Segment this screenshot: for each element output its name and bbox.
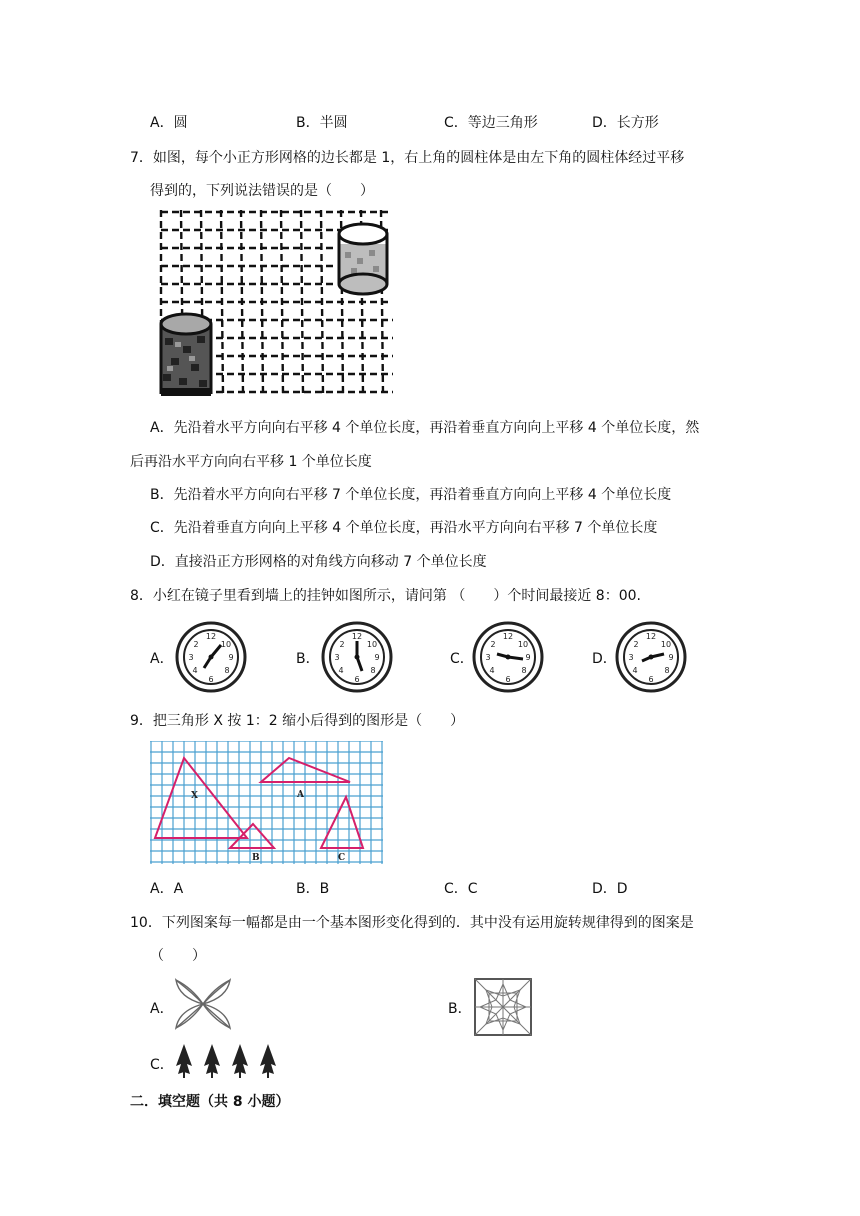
q7-stem-line1: 7．如图，每个小正方形网格的边长都是 1，右上角的圆柱体是由左下角的圆柱体经过平移 xyxy=(130,150,685,166)
label-b: B xyxy=(252,853,260,863)
q9-grid-figure xyxy=(150,741,383,864)
q7-stem-line2: 得到的，下列说法错误的是（ ） xyxy=(150,183,374,199)
q10-option-c-label: C． xyxy=(150,1057,174,1073)
clock-a-numeral-8: 8 xyxy=(224,666,230,675)
clock-b-numeral-3: 3 xyxy=(334,653,340,662)
clock-a-numeral-12: 12 xyxy=(205,632,217,641)
clock-a xyxy=(174,621,248,693)
clock-b-numeral-10: 10 xyxy=(366,640,378,649)
q9-option-d: D．D xyxy=(592,881,628,897)
q10-stem-line2: （ ） xyxy=(150,948,206,964)
q8-option-a-label: A． xyxy=(150,651,174,667)
lower-cylinder xyxy=(161,314,211,396)
q7-option-a-line2: 后再沿水平方向向右平移 1 个单位长度 xyxy=(130,454,372,470)
q7-grid-figure xyxy=(157,208,397,398)
q7-option-b: B．先沿着水平方向向右平移 7 个单位长度，再沿着垂直方向向上平移 4 个单位长度 xyxy=(150,487,672,503)
clock-a-numeral-6: 6 xyxy=(208,675,214,684)
clock-d-numeral-12: 12 xyxy=(645,632,657,641)
q9-option-a: A．A xyxy=(150,881,184,897)
clock-c-numeral-10: 10 xyxy=(517,640,529,649)
q8-option-d-label: D． xyxy=(592,651,617,667)
q7-option-c: C．先沿着垂直方向向上平移 4 个单位长度，再沿水平方向向右平移 7 个单位长度 xyxy=(150,520,658,536)
q8-stem: 8．小红在镜子里看到墙上的挂钟如图所示，请问第 （ ）个时间最接近 8：00. xyxy=(130,588,641,604)
clock-c-numeral-3: 3 xyxy=(485,653,491,662)
clock-d-numeral-9: 9 xyxy=(668,653,674,662)
section-2-heading: 二．填空题（共 8 小题） xyxy=(130,1094,290,1110)
clock-b-numeral-9: 9 xyxy=(374,653,380,662)
tree-3 xyxy=(232,1044,248,1074)
q9-stem: 9．把三角形 X 按 1：2 缩小后得到的图形是（ ） xyxy=(130,713,465,729)
clock-d-numeral-8: 8 xyxy=(664,666,670,675)
clock-c-numeral-4: 4 xyxy=(489,666,495,675)
q10-pattern-b-square-star xyxy=(474,978,532,1036)
q6-option-c: C．等边三角形 xyxy=(444,115,538,131)
clock-a-numeral-4: 4 xyxy=(192,666,198,675)
clock-d-numeral-10: 10 xyxy=(660,640,672,649)
clock-b-numeral-12: 12 xyxy=(351,632,363,641)
clock-d-numeral-3: 3 xyxy=(628,653,634,662)
upper-cylinder xyxy=(336,224,388,294)
clock-c-numeral-6: 6 xyxy=(505,675,511,684)
q10-option-a-label: A． xyxy=(150,1001,174,1017)
clock-a-numeral-3: 3 xyxy=(188,653,194,662)
q6-option-a: A．圆 xyxy=(150,115,188,131)
q10-option-b-label: B． xyxy=(448,1001,472,1017)
label-c: C xyxy=(338,853,346,863)
q10-pattern-a-four-petals xyxy=(172,978,234,1030)
clock-d-numeral-4: 4 xyxy=(632,666,638,675)
q7-option-d: D．直接沿正方形网格的对角线方向移动 7 个单位长度 xyxy=(150,554,487,570)
clock-a-numeral-9: 9 xyxy=(228,653,234,662)
clock-d-numeral-6: 6 xyxy=(648,675,654,684)
q6-option-d: D．长方形 xyxy=(592,115,659,131)
label-x: X xyxy=(191,791,198,801)
q9-option-b: B．B xyxy=(296,881,330,897)
q7-option-a-line1: A．先沿着水平方向向右平移 4 个单位长度，再沿着垂直方向向上平移 4 个单位长度，然 xyxy=(150,420,700,436)
clock-c-numeral-2: 2 xyxy=(490,640,496,649)
clock-b xyxy=(320,621,394,693)
clock-c-numeral-12: 12 xyxy=(502,632,514,641)
tree-4 xyxy=(260,1044,276,1074)
q10-stem-line1: 10．下列图案每一幅都是由一个基本图形变化得到的．其中没有运用旋转规律得到的图案是 xyxy=(130,915,694,931)
clock-b-numeral-8: 8 xyxy=(370,666,376,675)
clock-c-numeral-8: 8 xyxy=(521,666,527,675)
tree-2 xyxy=(204,1044,220,1074)
clock-d-numeral-2: 2 xyxy=(633,640,639,649)
clock-b-numeral-2: 2 xyxy=(339,640,345,649)
label-a: A xyxy=(297,790,304,800)
tree-1 xyxy=(176,1044,192,1074)
q8-option-b-label: B． xyxy=(296,651,320,667)
clock-a-numeral-10: 10 xyxy=(220,640,232,649)
q10-pattern-c-trees xyxy=(174,1042,284,1080)
q8-option-c-label: C． xyxy=(450,651,474,667)
clock-c xyxy=(471,621,545,693)
q9-option-c: C．C xyxy=(444,881,478,897)
clock-d xyxy=(614,621,688,693)
clock-b-numeral-6: 6 xyxy=(354,675,360,684)
clock-b-numeral-4: 4 xyxy=(338,666,344,675)
clock-c-numeral-9: 9 xyxy=(525,653,531,662)
q6-option-b: B．半圆 xyxy=(296,115,348,131)
clock-a-numeral-2: 2 xyxy=(193,640,199,649)
